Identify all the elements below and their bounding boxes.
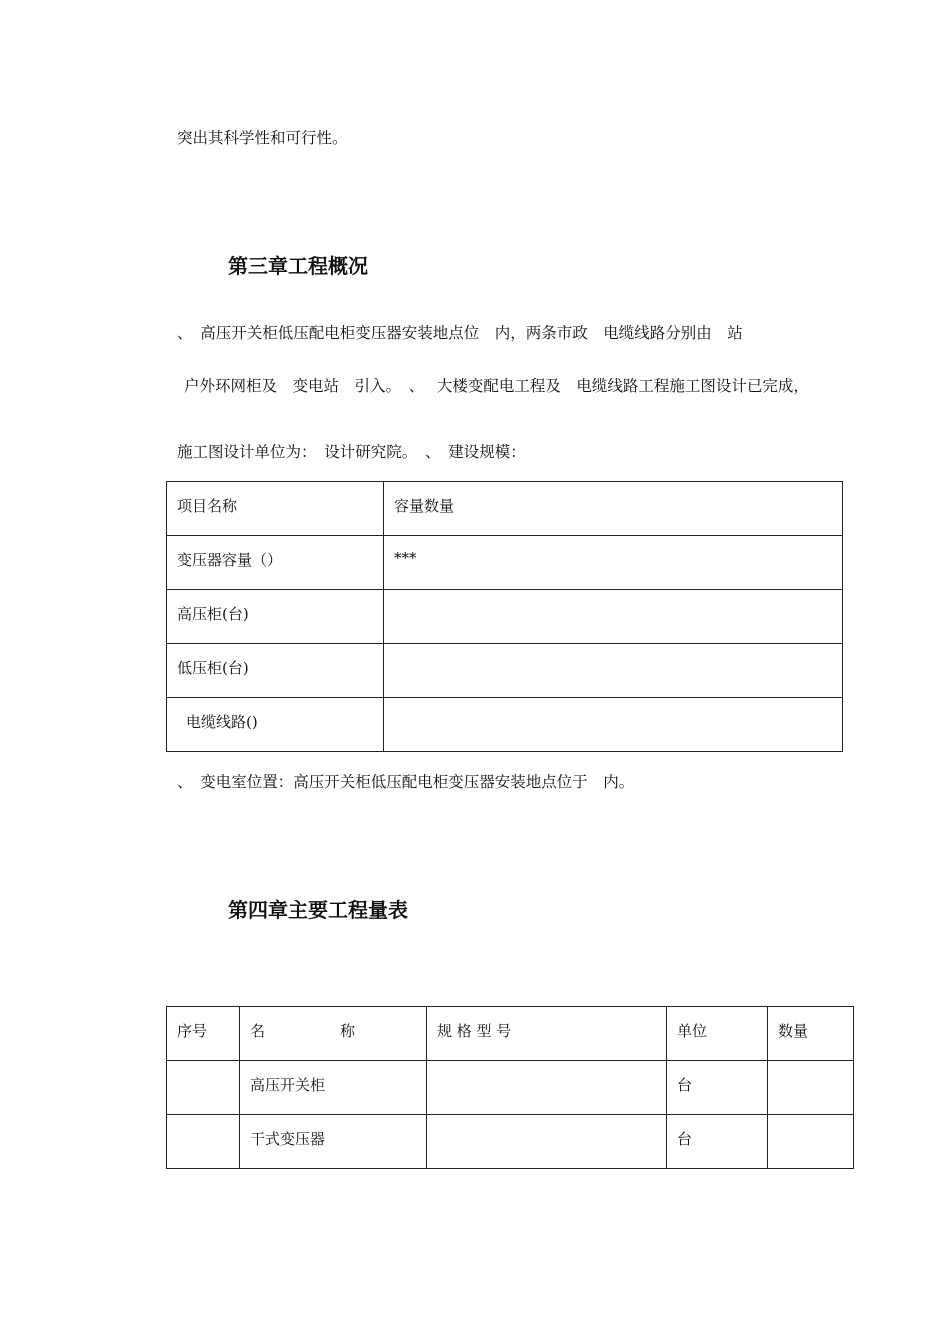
table-cell (768, 1115, 854, 1169)
table-cell (427, 1061, 667, 1115)
chapter3-paragraph-line1: 、 高压开关柜低压配电柜变压器安装地点位 内，两条市政 电缆线路分别由 站 (177, 324, 743, 342)
chapter3-paragraph-line3: 施工图设计单位为： 设计研究院。 、 建设规模： (177, 443, 526, 461)
table-header-cell: 序号 (167, 1007, 240, 1061)
table-cell: 台 (667, 1061, 768, 1115)
table-cell (167, 1061, 240, 1115)
intro-tail-text: 突出其科学性和可行性。 (177, 129, 348, 147)
table-cell: *** (384, 536, 843, 590)
table-cell: 低压柜(台) (167, 644, 384, 698)
table-header-row (167, 1007, 854, 1061)
table-row (167, 536, 843, 590)
chapter3-paragraph-line2: 户外环网柜及 变电站 引入。 、 大楼变配电工程及 电缆线路工程施工图设计已完成， (184, 377, 809, 395)
scale-table (166, 481, 843, 752)
table-row (167, 1115, 854, 1169)
table-cell (384, 698, 843, 752)
table-cell: 电缆线路() (167, 698, 384, 752)
table-cell: 台 (667, 1115, 768, 1169)
table-cell: 高压柜(台) (167, 590, 384, 644)
table-header-cell: 单位 (667, 1007, 768, 1061)
table-row (167, 644, 843, 698)
table-cell: 项目名称 (167, 482, 384, 536)
table-cell: 高压开关柜 (240, 1061, 427, 1115)
table-cell (384, 644, 843, 698)
quantity-table (166, 1006, 854, 1169)
chapter4-title: 第四章主要工程量表 (228, 898, 408, 922)
table-header-cell: 规 格 型 号 (427, 1007, 667, 1061)
table-row (167, 482, 843, 536)
table-row (167, 1061, 854, 1115)
table-row (167, 590, 843, 644)
chapter3-paragraph-line4: 、 变电室位置：高压开关柜低压配电柜变压器安装地点位于 内。 (177, 773, 635, 791)
table-cell (768, 1061, 854, 1115)
table-cell: 变压器容量（） (167, 536, 384, 590)
table-cell (167, 1115, 240, 1169)
table-row (167, 698, 843, 752)
table-cell (427, 1115, 667, 1169)
table-cell: 干式变压器 (240, 1115, 427, 1169)
chapter3-title: 第三章工程概况 (228, 254, 368, 278)
table-cell: 容量数量 (384, 482, 843, 536)
table-header-cell: 数量 (768, 1007, 854, 1061)
table-cell (384, 590, 843, 644)
table-header-cell: 名 称 (240, 1007, 427, 1061)
